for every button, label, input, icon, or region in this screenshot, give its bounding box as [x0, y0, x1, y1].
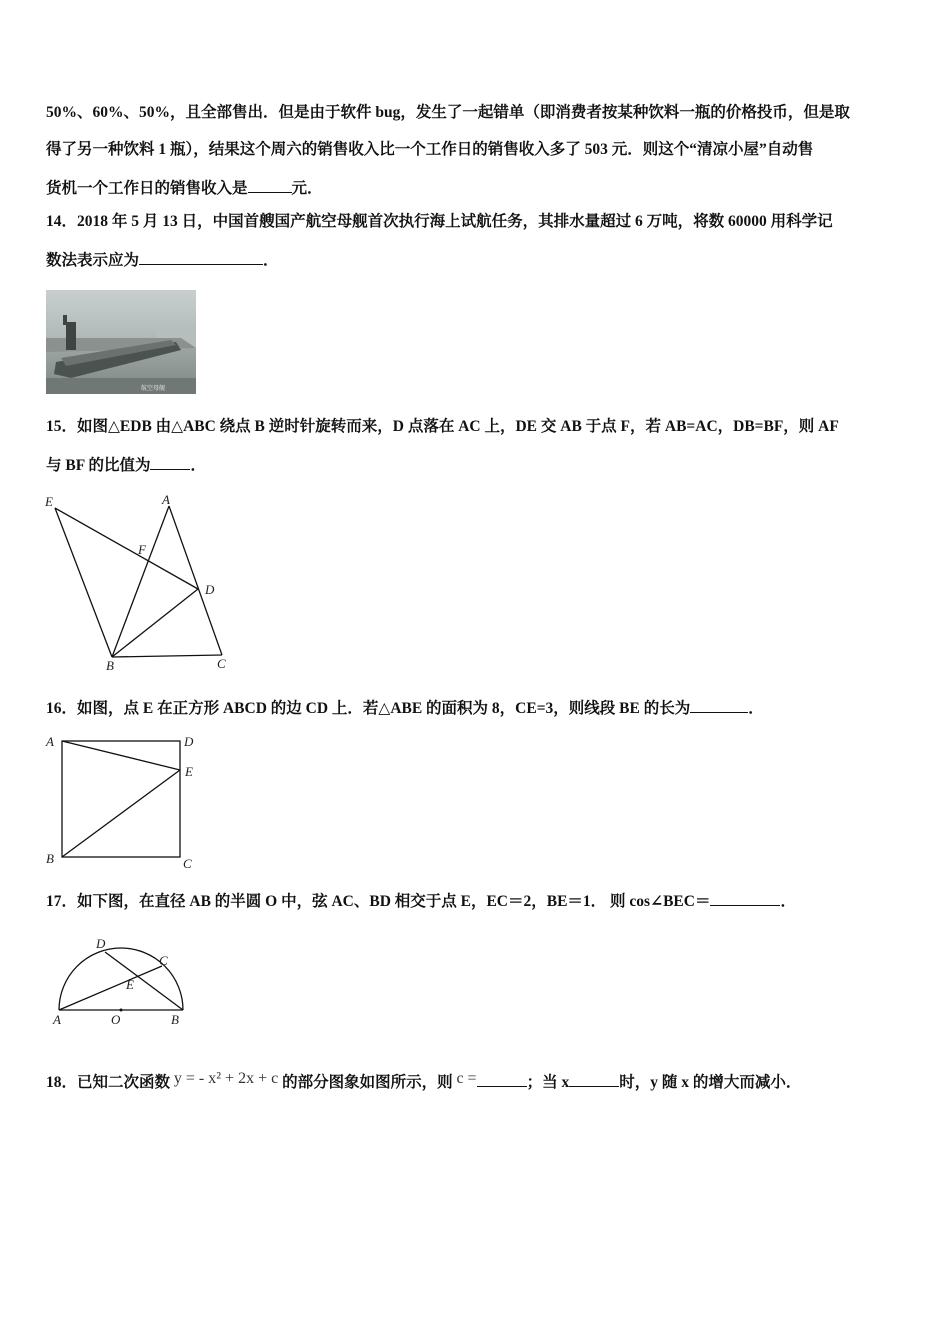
- answer-blank: [690, 697, 748, 713]
- q18-line1: [46, 1069, 801, 1093]
- label-C: C: [159, 953, 168, 968]
- label-B: B: [171, 1012, 179, 1027]
- q13-line3: [46, 177, 323, 199]
- q16-line1: [46, 697, 764, 719]
- q13-line1: 50%、60%、50%，且全部售出．但是由于软件 bug，发生了一起错单（即消费者按某种饮料一瓶的价格投币，但是取: [46, 104, 850, 121]
- label-A: A: [53, 1012, 61, 1027]
- semicircle-diagram: [46, 930, 196, 1030]
- q17-line1-end: ．: [780, 893, 796, 910]
- answer-blank: [710, 890, 780, 906]
- label-E: E: [126, 977, 134, 992]
- label-B: B: [106, 658, 114, 673]
- label-D: D: [184, 734, 194, 749]
- q15-line2: [46, 454, 206, 476]
- answer-blank: [139, 249, 263, 265]
- q15-line1: 15．如图△EDB 由△ABC 绕点 B 逆时针旋转而来，D 点落在 AC 上，DE 交 AB 于点 F，若 AB=AC，DB=BF，则 AF: [46, 418, 839, 435]
- square-diagram: [40, 730, 210, 872]
- label-D: D: [96, 936, 106, 951]
- triangle-rotation-diagram: [40, 490, 240, 675]
- aircraft-carrier-photo: [46, 290, 196, 394]
- label-O: O: [111, 1012, 121, 1027]
- answer-blank: [248, 177, 292, 193]
- q18-suffix: 时，y 随 x 的增大而减小．: [619, 1074, 802, 1091]
- q14-line2: [46, 249, 279, 271]
- q16-line1-text: 16．如图，点 E 在正方形 ABCD 的边 CD 上．若△ABE 的面积为 8，CE=3，则线段 BE 的长为: [46, 700, 691, 717]
- c-expression: c =: [456, 1070, 477, 1087]
- photo-caption: 航空母舰: [141, 386, 166, 392]
- q17-line1: [46, 890, 796, 912]
- label-F: F: [138, 542, 146, 557]
- q18-mid2: ；当 x: [526, 1074, 570, 1091]
- label-C: C: [183, 856, 192, 871]
- q13-line3-end: 元．: [291, 180, 323, 197]
- label-C: C: [217, 656, 226, 671]
- q18-mid: 的部分图象如图所示，则: [278, 1074, 457, 1091]
- q13-line2: 得了另一种饮料 1 瓶），结果这个周六的销售收入比一个工作日的销售收入多了 503 元．则这个“清凉小屋”自动售: [46, 141, 814, 158]
- label-D: D: [205, 582, 215, 597]
- answer-blank-c: [477, 1071, 527, 1087]
- q15-line2-end: ．: [190, 457, 206, 474]
- q14-line2-end: ．: [263, 252, 279, 269]
- q16-line1-end: ．: [748, 700, 764, 717]
- q18-prefix: 18．已知二次函数: [46, 1074, 174, 1091]
- label-A: A: [46, 734, 54, 749]
- label-E: E: [185, 764, 193, 779]
- q14-line1: 14．2018 年 5 月 13 日，中国首艘国产航空母舰首次执行海上试航任务，其排水量超过 6 万吨，将数 60000 用科学记: [46, 213, 833, 230]
- answer-blank-x: [569, 1071, 619, 1087]
- label-B: B: [46, 851, 54, 866]
- q14-line2-text: 数法表示应为: [46, 252, 140, 269]
- label-A: A: [162, 492, 170, 507]
- answer-blank: [150, 454, 190, 470]
- q15-line2-text: 与 BF 的比值为: [46, 457, 151, 474]
- q17-line1-text: 17．如下图，在直径 AB 的半圆 O 中，弦 AC、BD 相交于点 E，EC＝2，BE＝1． 则 cos∠BEC＝: [46, 893, 711, 910]
- q13-line3-text: 货机一个工作日的销售收入是: [46, 180, 248, 197]
- label-E: E: [45, 494, 53, 509]
- quadratic-formula: y = - x² + 2x + c: [173, 1070, 279, 1087]
